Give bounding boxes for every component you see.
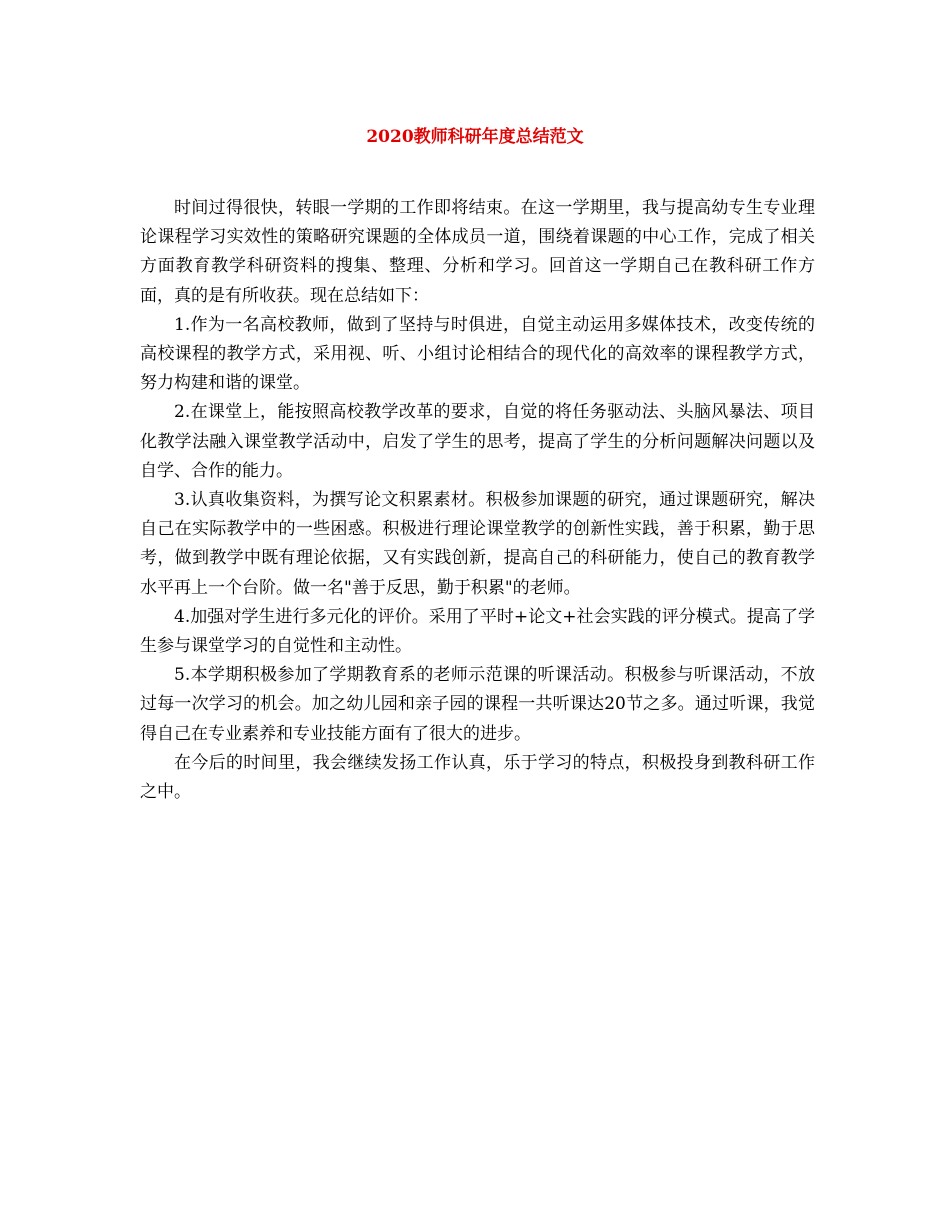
paragraph-intro: 时间过得很快，转眼一学期的工作即将结束。在这一学期里，我与提高幼专生专业理论课程学习实效性的策略研究课题的全体成员一道，围绕着课题的中心工作，完成了相关方面教育教学科研资料的搜集、整理、分析和学习。回首这一学期自己在教科研工作方面，真的是有所收获。现在总结如下： xyxy=(140,198,815,306)
paragraph-item-1: 1.作为一名高校教师，做到了坚持与时俱进，自觉主动运用多媒体技术，改变传统的高校课程的教学方式，采用视、听、小组讨论相结合的现代化的高效率的课程教学方式，努力构建和谐的课堂。 xyxy=(140,314,815,394)
document-body xyxy=(140,194,815,807)
document-title: 2020教师科研年度总结范文 xyxy=(366,127,584,147)
paragraph-item-2: 2.在课堂上，能按照高校教学改革的要求，自觉的将任务驱动法、头脑风暴法、项目化教学法融入课堂教学活动中，启发了学生的思考，提高了学生的分析问题解决问题以及自学、合作的能力。 xyxy=(140,402,815,481)
paragraph-item-3: 3.认真收集资料，为撰写论文积累素材。积极参加课题的研究，通过课题研究，解决自己在实际教学中的一些困惑。积极进行理论课堂教学的创新性实践，善于积累，勤于思考，做到教学中既有理论依据，又有实践创新，提高自己的科研能力，使自己的教育教学水平再上一个台阶。做一名"善于反思，勤于积累"的老师。 xyxy=(140,490,815,598)
paragraph-conclusion: 在今后的时间里，我会继续发扬工作认真，乐于学习的特点，积极投身到教科研工作之中。 xyxy=(140,752,815,803)
paragraph-item-5: 5.本学期积极参加了学期教育系的老师示范课的听课活动。积极参与听课活动，不放过每一次学习的机会。加之幼儿园和亲子园的课程一共听课达20节之多。通过听课，我觉得自己在专业素养和专业技能方面有了很大的进步。 xyxy=(140,665,815,744)
paragraph-item-4: 4.加强对学生进行多元化的评价。采用了平时+论文+社会实践的评分模式。提高了学生参与课堂学习的自觉性和主动性。 xyxy=(140,606,815,657)
